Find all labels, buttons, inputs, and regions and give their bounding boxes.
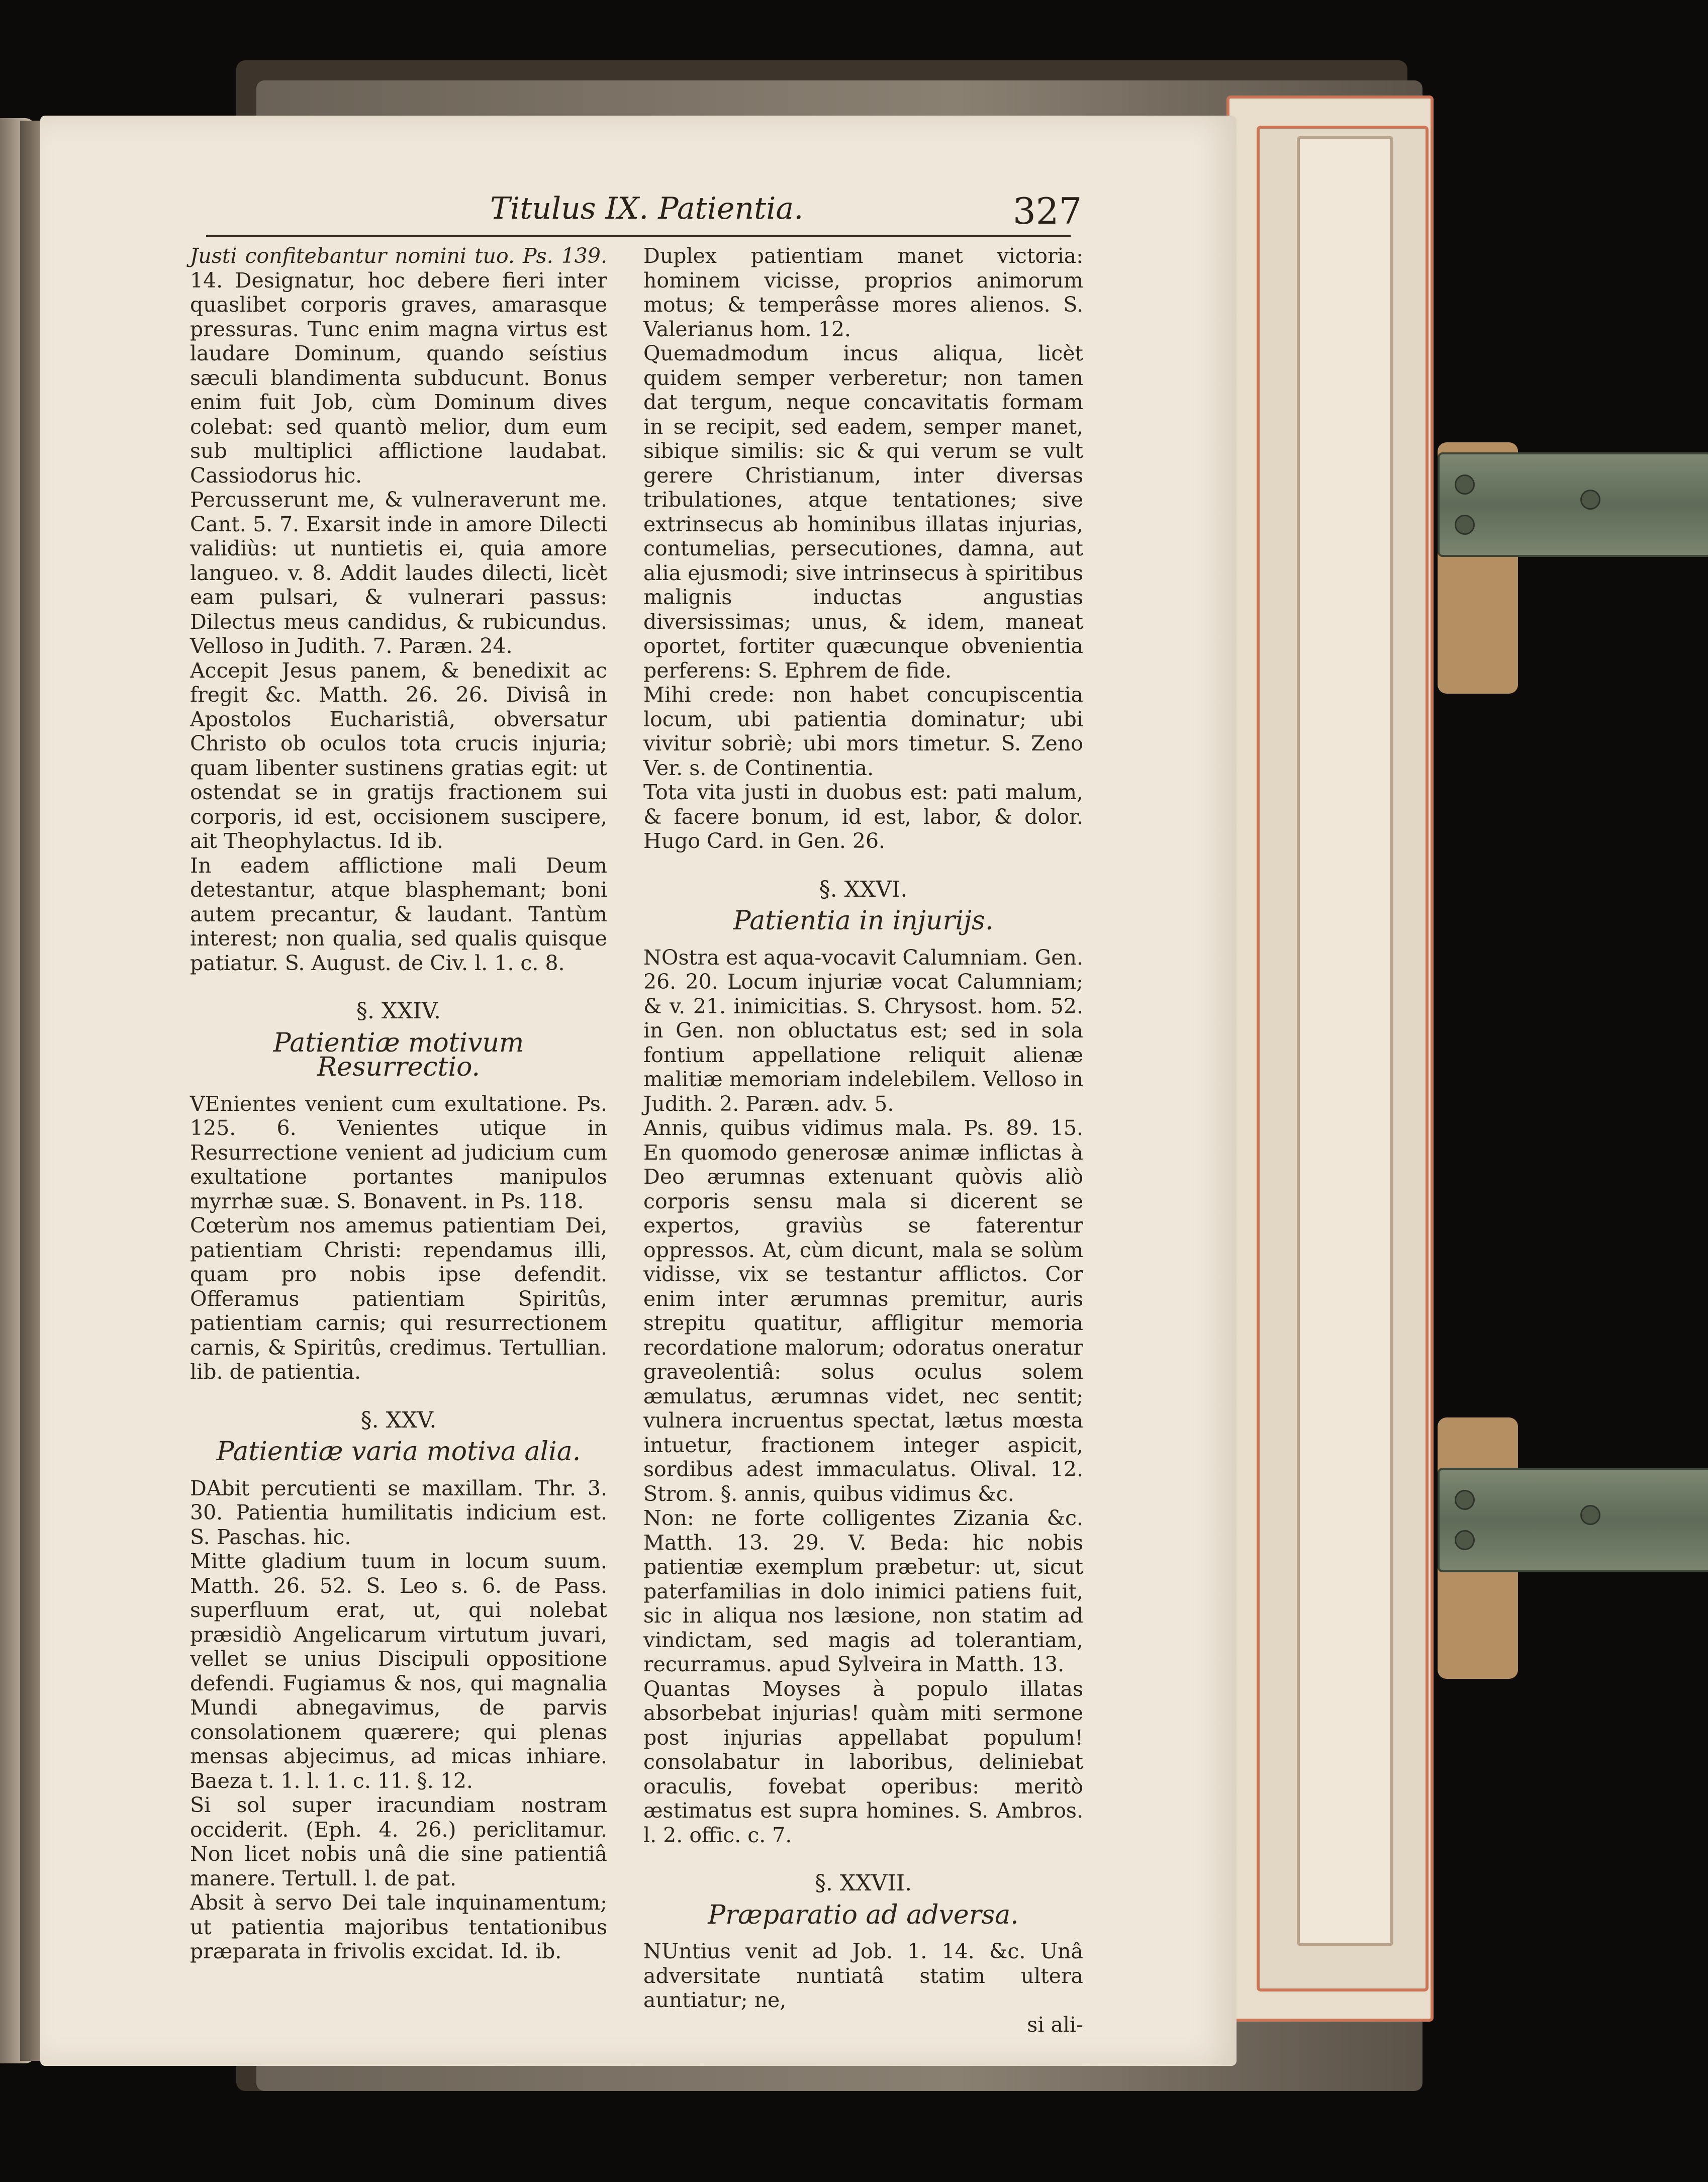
paragraph: Quantas Moyses à populo illatas absorbebat injurias! quàm miti sermone post injurias appellabat populum! consolabatur in laboribus, deliniebat oraculis, fovebat operibus: meritò æstimatus est supra homines. S. Ambros. l. 2. offic. c. 7.: [643, 1676, 1083, 1847]
paragraph: Tota vita justi in duobus est: pati malum, & facere bonum, id est, labor, & dolor. Hugo Card. in Gen. 26.: [643, 780, 1083, 853]
section-number: §. XXIV.: [356, 998, 441, 1024]
rivet-icon: [1580, 1505, 1600, 1525]
paragraph: Si sol super iracundiam nostram occiderit. (Eph. 4. 26.) periclitamur. Non licet nobis unâ die sine patientiâ manere. Tertull. l. de pat.: [190, 1793, 607, 1890]
metal-clasp: [1438, 452, 1708, 557]
metal-clasp: [1438, 1468, 1708, 1572]
catchword: si ali-: [1027, 2012, 1083, 2037]
paragraph: Quemadmodum incus aliqua, licèt quidem semper verberetur; non tamen dat tergum, neque concavitatis formam in se recipit, sed eadem, semper manet, sibique similis: sic & qui verum se vult gerere Christianum, inter diversas tribulationes, atque tentationes; sive extrinsecus ab hominibus illatas injurias, contumelias, persecutiones, damna, aut alia ejusmodi; sive intrinsecus à spiritibus malignis inductas angustias diversissimas; unus, & idem, maneat oportet, fortiter quæcunque obvenientia perferens: S. Ephrem de fide.: [643, 341, 1083, 683]
paragraph: Annis, quibus vidimus mala. Ps. 89. 15. En quomodo generosæ animæ inflictas à Deo ærumnas extenuant quòvis aliò corporis sensu mala si dicerent se expertos, graviùs se faterentur oppressos. At, cùm dicunt, mala se solùm vidisse, vix se testantur afflictos. Cor enim inter ærumnas premitur, auris strepitu quatitur, affligitur memoria recordatione malorum; odoratus oneratur graveolentiâ: solus oculus solem æmulatus, ærumnas videt, nec sentit; vulnera incruentus spectat, lætus mœsta intuetur, fractionem integer aspicit, sordibus adest immaculatus. Olival. 12. Strom. §. annis, quibus vidimus &c.: [643, 1116, 1083, 1506]
rivet-icon: [1580, 490, 1600, 510]
page-stack-edge: [1297, 136, 1393, 1946]
page-number: 327: [1013, 190, 1082, 232]
running-title: Titulus IX. Patientia.: [490, 191, 804, 226]
paragraph: Duplex patientiam manet victoria: hominem vicisse, proprios animorum motus; & temperâsse mores alienos. S. Valerianus hom. 12.: [643, 244, 1083, 341]
rivet-icon: [1455, 515, 1475, 535]
left-column: [190, 244, 607, 1964]
section-title: Patientiæ motivum Resurrectio.: [273, 1027, 524, 1082]
section-title: Præparatio ad adversa.: [708, 1900, 1019, 1930]
paragraph: DAbit percutienti se maxillam. Thr. 3. 30. Patientia humilitatis indicium est. S. Paschas. hic.: [190, 1476, 607, 1549]
paragraph: Mihi crede: non habet concupiscentia locum, ubi patientia dominatur; ubi vivitur sobriè; ubi mors timetur. S. Zeno Ver. s. de Continentia.: [643, 683, 1083, 780]
paragraph: Mitte gladium tuum in locum suum. Matth. 26. 52. S. Leo s. 6. de Pass. superfluum erat, ut, qui nolebat præsidiò Angelicarum virtutum juvari, vellet se unius Discipuli oppositione defendi. Fugiamus & nos, qui magnalia Mundi abnegavimus, de parvis consolationem quærere; qui plenas mensas abjecimus, ad micas inhiare. Baeza t. 1. l. 1. c. 11. §. 12.: [190, 1549, 607, 1793]
paragraph: Justi confitebantur nomini tuo. Ps. 139. 14. Designatur, hoc debere fieri inter quaslibet corporis graves, amarasque pressuras. Tunc enim magna virtus est laudare Dominum, quando seístius sæculi blandimenta subducunt. Bonus enim fuit Job, cùm Dominum dives colebat: sed quantò melior, dum eum sub multiplici afflictione laudabat. Cassiodorus hic.: [190, 244, 607, 488]
paragraph: Percusserunt me, & vulneraverunt me. Cant. 5. 7. Exarsit inde in amore Dilecti validiùs: ut nuntietis ei, quia amore langueo. v. 8. Addit laudes dilecti, licèt eam pulsari, & vulnerari passus: Dilectus meus candidus, & rubicundus. Velloso in Judith. 7. Paræn. 24.: [190, 488, 607, 658]
paragraph: In eadem afflictione mali Deum detestantur, atque blasphemant; boni autem precantur, & laudant. Tantùm interest; non qualia, sed qualis quisque patiatur. S. August. de Civ. l. 1. c. 8.: [190, 853, 607, 975]
rivet-icon: [1455, 1530, 1475, 1550]
header-rule: [206, 235, 1071, 237]
rivet-icon: [1455, 1490, 1475, 1510]
paragraph: NUntius venit ad Job. 1. 14. &c. Unâ adversitate nuntiatâ statim ultera auntiatur; ne,: [643, 1939, 1083, 2012]
section-number: §. XXV.: [360, 1407, 437, 1433]
paragraph: Cœterùm nos amemus patientiam Dei, patientiam Christi: rependamus illi, quam pro nobis ipse defendit. Offeramus patientiam Spiritûs, patientiam carnis; qui resurrectionem carnis, & Spiritûs, credimus. Tertullian. lib. de patientia.: [190, 1213, 607, 1384]
paragraph: Non: ne forte colligentes Zizania &c. Matth. 13. 29. V. Beda: hic nobis patientiæ exemplum præbetur: ut, sicut paterfamilias in dolo inimici patiens fuit, sic in aliqua nos læsione, non statim ad vindictam, sed magis ad tolerantiam, recurramus. apud Sylveira in Matth. 13.: [643, 1506, 1083, 1676]
right-column: [643, 244, 1083, 2037]
paragraph: Accepit Jesus panem, & benedixit ac fregit &c. Matth. 26. 26. Divisâ in Apostolos Eucharistiâ, obversatur Christo ob oculos tota crucis injuria; quam libenter sustinens gratias egit: ut ostendat se in gratijs fractionem sui corporis, id est, occisionem suscipere, ait Theophylactus. Id ib.: [190, 658, 607, 853]
section-number: §. XXVII.: [814, 1870, 912, 1896]
section-title: Patientiæ varia motiva alia.: [216, 1437, 581, 1467]
rivet-icon: [1455, 475, 1475, 495]
section-title: Patientia in injurijs.: [733, 906, 994, 936]
paragraph: NOstra est aqua-vocavit Calumniam. Gen. 26. 20. Locum injuriæ vocat Calumniam; & v. 21. inimicitias. S. Chrysost. hom. 52. in Gen. non obluctatus est; sed in sola fontium appellatione reliquit alienæ malitiæ memoriam indelebilem. Velloso in Judith. 2. Paræn. adv. 5.: [643, 945, 1083, 1116]
paragraph: Absit à servo Dei tale inquinamentum; ut patientia majoribus tentationibus præparata in frivolis excidat. Id. ib.: [190, 1890, 607, 1963]
paragraph: VEnientes venient cum exultatione. Ps. 125. 6. Venientes utique in Resurrectione venient ad judicium cum exultatione portantes manipulos myrrhæ suæ. S. Bonavent. in Ps. 118.: [190, 1091, 607, 1213]
section-number: §. XXVI.: [819, 876, 908, 902]
